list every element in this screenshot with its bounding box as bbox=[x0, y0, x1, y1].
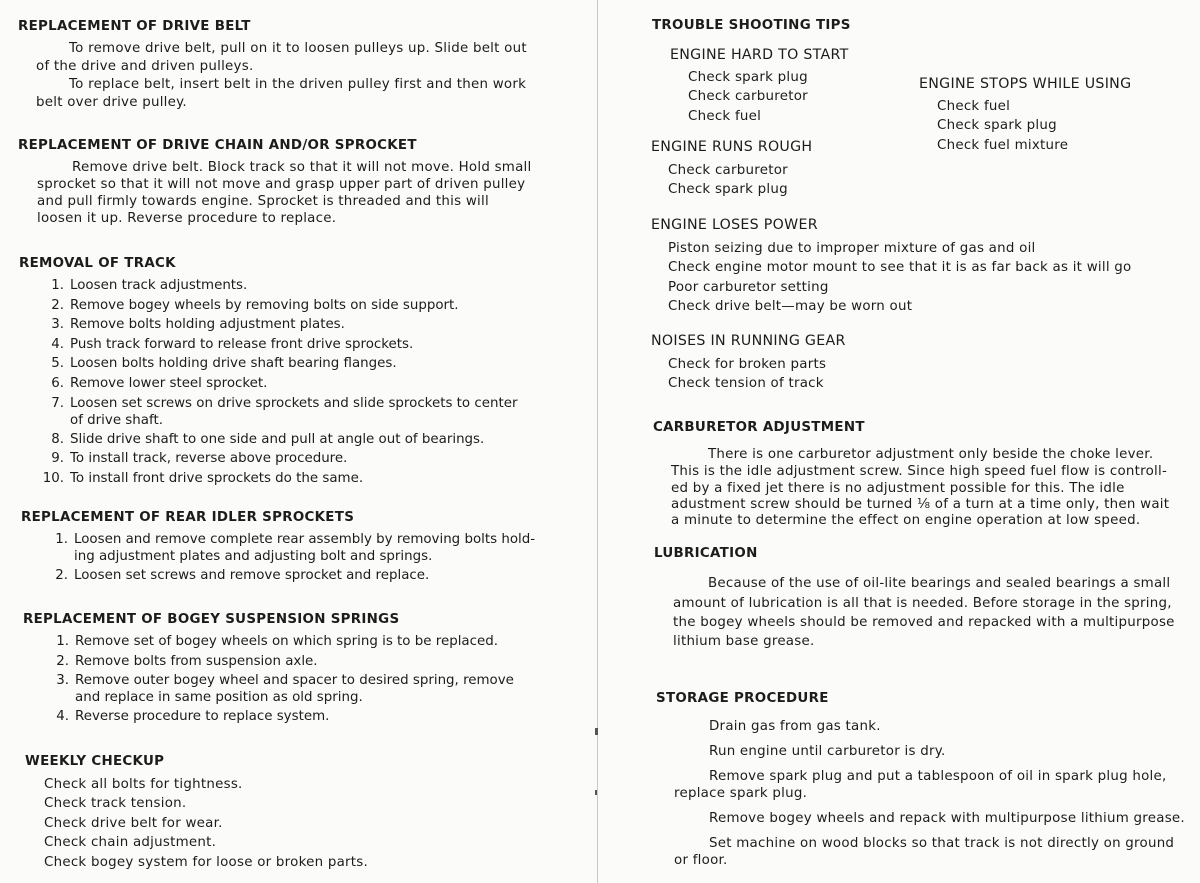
paragraph-line: Set machine on wood blocks so that track is not directly on ground bbox=[709, 836, 1175, 851]
paragraph-line: To replace belt, insert belt in the driven pulley first and then work bbox=[69, 77, 527, 92]
paragraph-line: loosen it up. Reverse procedure to replace. bbox=[37, 211, 337, 226]
section-heading-weekly: WEEKLY CHECKUP bbox=[25, 754, 165, 769]
stops-while-using-list bbox=[937, 99, 1068, 157]
paragraph-line: sprocket so that it will not move and grasp upper part of driven pulley bbox=[37, 177, 526, 192]
paragraph-line: Remove drive belt. Block track so that it will not move. Hold small bbox=[72, 160, 532, 175]
paragraph-line: of the drive and driven pulleys. bbox=[36, 59, 254, 74]
list-item: Check fuel bbox=[688, 108, 762, 124]
section-heading-drive-chain: REPLACEMENT OF DRIVE CHAIN AND/OR SPROCKET bbox=[18, 138, 417, 153]
section-heading-storage: STORAGE PROCEDURE bbox=[656, 691, 829, 706]
list-item: Check all bolts for tightness. bbox=[44, 777, 243, 792]
right-page bbox=[604, 0, 1200, 883]
subheading-hard-to-start: ENGINE HARD TO START bbox=[670, 47, 849, 63]
left-page: REPLACEMENT OF DRIVE BELT To remove drive belt, pull on it to loosen pulleys up. Slide belt out of the drive and driven pulleys. To replace belt, insert belt in the driven pulley first and then work belt over drive pulley. REPLACEMENT OF DRIVE CHAIN AND/OR SPROCKET Remove drive belt. Block track so that it will not move. Hold small sprocket so that it will not move and grasp upper part of driven pulley and pull firmly towards engine. Sprocket is threaded and this will loosen it up. Reverse procedure to replace. REMOVAL OF TRACK 1. Loosen track adjustments. 2. Remove bogey wheels by removing bolts on side support. 3. Remove bolts holding adjustment plates. 4. Push track forward to release front drive sprockets. 5. Loosen bolts holding drive shaft bearing flanges. 6. Remove lower steel sprocket. 7. Loosen set screws on drive sprockets and slide sprockets to center of drive shaft. 8. Slide drive shaft to one side and pull at angle out of bearings. 9. To install track, reverse above procedure. 10. To install front drive sprockets do the same. REPLACEMENT OF REAR IDLER SPROCKETS 1. Loosen and remove complete rear assembly by removing bolts hold- ing adjustment plates and adjusting bolt and springs. 2. Loosen set screws and remove sprocket and replace. REPLACEMENT OF BOGEY SUSPENSION SPRINGS 1. Remove set of bogey wheels on which spring is to be replaced. 2. Remove bolts from suspension axle. 3. Remove outer bogey wheel and spacer to desired spring, remove and replace in same position as old spring. 4. Reverse procedure to replace system. WEEKLY CHECKUP Check all bolts for tightness. Check track tension. Check drive belt for wear. Check chain adjustment. Check bogey system for loose or broken parts. bbox=[0, 0, 596, 883]
section-heading-idler: REPLACEMENT OF REAR IDLER SPROCKETS bbox=[21, 510, 355, 525]
list-item: Check carburetor bbox=[668, 163, 788, 178]
page-fold bbox=[597, 0, 598, 883]
paragraph-line: replace spark plug. bbox=[674, 786, 808, 801]
subheading-noises: NOISES IN RUNNING GEAR bbox=[651, 333, 846, 349]
subheading-runs-rough: ENGINE RUNS ROUGH bbox=[651, 139, 813, 155]
list-item: Check drive belt for wear. bbox=[44, 815, 223, 831]
list-item: Check fuel bbox=[937, 99, 1011, 114]
paragraph-line: Because of the use of oil-lite bearings and sealed bearings a small bbox=[708, 576, 1171, 591]
paragraph-line: Remove bogey wheels and repack with multipurpose lithium grease. bbox=[709, 811, 1185, 826]
paragraph-line: the bogey wheels should be removed and repacked with a multipurpose bbox=[673, 615, 1175, 630]
subheading-stops-while-using: ENGINE STOPS WHILE USING bbox=[919, 76, 1132, 92]
paragraph-line: There is one carburetor adjustment only beside the choke lever. bbox=[708, 447, 1154, 462]
hard-to-start-list bbox=[688, 70, 808, 128]
list-item: Check bogey system for loose or broken parts. bbox=[44, 854, 369, 870]
section-heading-lubrication: LUBRICATION bbox=[654, 546, 758, 561]
list-item: Check drive belt—may be worn out bbox=[668, 299, 913, 315]
paragraph-line: or floor. bbox=[674, 853, 728, 868]
paragraph-line: This is the idle adjustment screw. Since high speed fuel flow is controll- bbox=[671, 464, 1168, 479]
paragraph-line: Run engine until carburetor is dry. bbox=[709, 744, 946, 759]
noises-list bbox=[668, 357, 826, 396]
paragraph-line: amount of lubrication is all that is needed. Before storage in the spring, bbox=[673, 596, 1172, 611]
weekly-checklist bbox=[44, 777, 368, 874]
list-item: Check chain adjustment. bbox=[44, 835, 217, 851]
section-heading-trouble: TROUBLE SHOOTING TIPS bbox=[652, 18, 851, 33]
list-item: Check track tension. bbox=[44, 796, 187, 812]
paragraph-line: lithium base grease. bbox=[673, 634, 815, 649]
list-item: Check fuel mixture bbox=[937, 137, 1069, 153]
list-item: Check spark plug bbox=[937, 118, 1057, 134]
section-heading-bogey: REPLACEMENT OF BOGEY SUSPENSION SPRINGS bbox=[23, 612, 400, 627]
paragraph-line: adustment screw should be turned ⅛ of a turn at a time only, then wait bbox=[671, 497, 1170, 512]
paragraph-line: a minute to determine the effect on engine operation at low speed. bbox=[671, 513, 1141, 528]
list-item: Check spark plug bbox=[688, 70, 808, 85]
section-heading-drive-belt: REPLACEMENT OF DRIVE BELT bbox=[18, 19, 251, 34]
paragraph-line: Drain gas from gas tank. bbox=[709, 719, 881, 734]
paragraph-line: To remove drive belt, pull on it to loosen pulleys up. Slide belt out bbox=[69, 41, 527, 56]
list-item: Check carburetor bbox=[688, 89, 808, 105]
list-item: Check for broken parts bbox=[668, 357, 827, 372]
loses-power-list bbox=[668, 241, 1132, 319]
list-item: Poor carburetor setting bbox=[668, 279, 829, 295]
list-item: Check engine motor mount to see that it is as far back as it will go bbox=[668, 260, 1132, 276]
subheading-loses-power: ENGINE LOSES POWER bbox=[651, 217, 818, 233]
section-heading-carburetor: CARBURETOR ADJUSTMENT bbox=[653, 420, 865, 435]
runs-rough-list bbox=[668, 163, 788, 202]
paragraph-line: Remove spark plug and put a tablespoon of oil in spark plug hole, bbox=[709, 769, 1167, 784]
paragraph-line: ed by a fixed jet there is no adjustment possible for this. The idle bbox=[671, 481, 1125, 496]
paragraph-line: and pull firmly towards engine. Sprocket is threaded and this will bbox=[37, 194, 489, 209]
list-item: Piston seizing due to improper mixture of gas and oil bbox=[668, 241, 1036, 256]
list-item: Check tension of track bbox=[668, 376, 824, 392]
list-item: Check spark plug bbox=[668, 182, 788, 198]
section-heading-track: REMOVAL OF TRACK bbox=[19, 256, 176, 271]
paragraph-line: belt over drive pulley. bbox=[36, 95, 187, 110]
